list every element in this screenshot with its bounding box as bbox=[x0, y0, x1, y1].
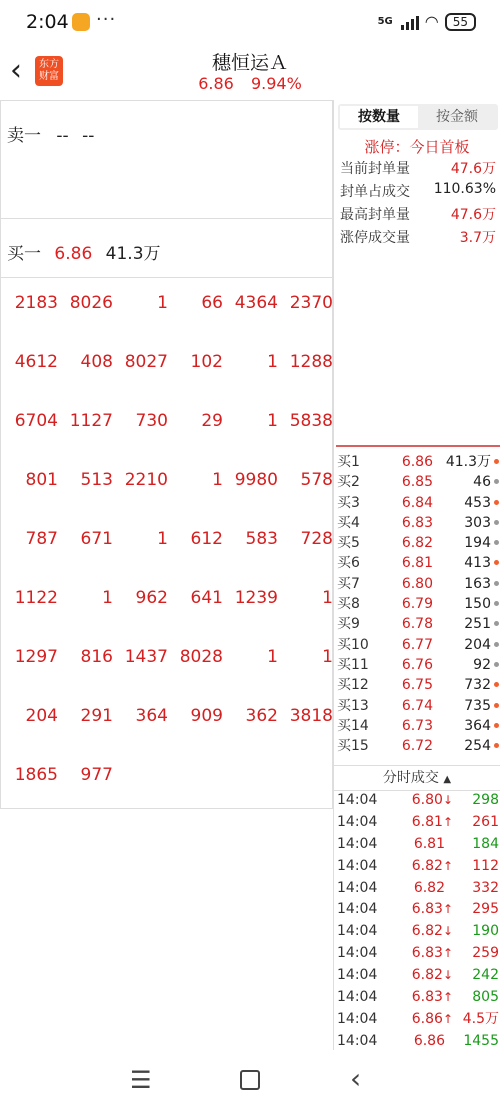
trade-row bbox=[337, 943, 499, 965]
trade-time: 14:04 bbox=[337, 1010, 378, 1027]
stock-quote bbox=[0, 74, 500, 93]
queue-order-volume: 9980 bbox=[234, 470, 278, 490]
bid-indicator-dot bbox=[494, 601, 499, 606]
queue-order-volume: 8028 bbox=[179, 647, 223, 667]
trade-price bbox=[401, 899, 453, 920]
queue-order-volume: 1 bbox=[157, 529, 168, 549]
trade-volume: 184 bbox=[472, 835, 499, 852]
trade-volume: 298 bbox=[472, 792, 499, 808]
queue-order-volume: 4612 bbox=[14, 352, 58, 372]
bid-volume: 303 bbox=[464, 514, 491, 531]
bid-level-row[interactable] bbox=[337, 452, 499, 472]
stat-row bbox=[340, 227, 496, 250]
seal-stats bbox=[340, 158, 496, 250]
arrow-down-icon: ↓ bbox=[442, 968, 453, 983]
bid-indicator-dot bbox=[494, 500, 499, 505]
wifi-icon: ◠ bbox=[424, 12, 439, 31]
queue-order-volume: 6704 bbox=[14, 411, 58, 431]
bid-label: 买12 bbox=[337, 677, 369, 694]
trade-volume: 805 bbox=[472, 989, 499, 1006]
trade-row bbox=[337, 878, 499, 900]
trade-price bbox=[401, 921, 453, 942]
bid-volume: 732 bbox=[464, 677, 491, 694]
back-arrow-icon[interactable]: ‹ bbox=[10, 53, 22, 88]
queue-order-volume: 1 bbox=[267, 352, 278, 372]
queue-order-volume: 583 bbox=[245, 529, 278, 549]
bid-volume: 194 bbox=[464, 535, 491, 552]
trade-price-value: 6.80 bbox=[411, 792, 443, 808]
bid-label: 买8 bbox=[337, 596, 360, 613]
trade-time: 14:04 bbox=[337, 835, 378, 852]
queue-order-volume: 1297 bbox=[14, 647, 58, 667]
bid-indicator-dot bbox=[494, 723, 499, 728]
queue-order-volume: 204 bbox=[25, 706, 58, 726]
arrow-up-icon: ↑ bbox=[442, 858, 453, 873]
queue-order-volume: 1865 bbox=[14, 765, 58, 785]
bid-indicator-dot bbox=[494, 540, 499, 545]
trades-header[interactable] bbox=[334, 765, 500, 791]
bid-indicator-dot bbox=[494, 682, 499, 687]
trade-volume: 1455 bbox=[463, 1032, 499, 1049]
queue-order-volume: 1239 bbox=[234, 588, 278, 608]
bid-label: 买15 bbox=[337, 738, 369, 755]
bid-label: 买13 bbox=[337, 697, 369, 714]
bid-label: 买5 bbox=[337, 535, 360, 552]
queue-order-volume: 8027 bbox=[124, 352, 168, 372]
trade-time: 14:04 bbox=[337, 901, 378, 918]
queue-order-volume: 801 bbox=[25, 470, 58, 490]
bid-volume: 204 bbox=[464, 636, 491, 653]
queue-order-volume: 671 bbox=[80, 529, 113, 549]
bid-level-row[interactable] bbox=[337, 655, 499, 675]
bid-level-row[interactable] bbox=[337, 513, 499, 533]
bid-indicator-dot bbox=[494, 520, 499, 525]
trade-row bbox=[337, 812, 499, 834]
stat-label: 涨停成交量 bbox=[340, 230, 410, 246]
bid-label: 买14 bbox=[337, 717, 369, 734]
trade-row bbox=[337, 987, 499, 1009]
queue-order-volume: 787 bbox=[25, 529, 58, 549]
limit-up-status: 涨停：今日首板 bbox=[364, 138, 470, 156]
tab-by-amount[interactable]: 按金额 bbox=[436, 109, 478, 125]
stock-price: 6.86 bbox=[198, 74, 234, 93]
trade-price bbox=[401, 856, 453, 877]
bid-volume: 251 bbox=[464, 616, 491, 633]
stat-row bbox=[340, 181, 496, 204]
sell1-price: -- bbox=[56, 126, 69, 146]
order-queue-panel bbox=[0, 100, 333, 809]
bid-price: 6.84 bbox=[401, 494, 433, 511]
queue-order-volume: 29 bbox=[201, 411, 223, 431]
queue-order-volume: 362 bbox=[245, 706, 278, 726]
stat-row bbox=[340, 158, 496, 181]
bid-levels bbox=[337, 452, 499, 756]
trade-price-value: 6.86 bbox=[411, 1010, 443, 1027]
network-type: 5G bbox=[377, 16, 393, 27]
system-nav-bar bbox=[0, 1050, 500, 1111]
queue-row bbox=[1, 291, 332, 350]
queue-order-volume: 291 bbox=[80, 706, 113, 726]
queue-order-volume: 1122 bbox=[14, 588, 58, 608]
bid-price: 6.83 bbox=[401, 514, 433, 531]
stat-label: 最高封单量 bbox=[340, 207, 410, 223]
trade-volume: 190 bbox=[472, 923, 499, 940]
trade-price bbox=[401, 1031, 453, 1052]
queue-order-volume: 66 bbox=[201, 293, 223, 313]
menu-icon[interactable]: ☰ bbox=[130, 1066, 152, 1094]
bid-price: 6.80 bbox=[401, 575, 433, 592]
trade-price bbox=[401, 943, 453, 964]
queue-order-volume: 1 bbox=[322, 588, 333, 608]
trade-row bbox=[337, 921, 499, 943]
caret-up-icon: ▲ bbox=[443, 774, 452, 785]
divider bbox=[1, 218, 332, 219]
bid-label: 买2 bbox=[337, 474, 360, 491]
bid-indicator-dot bbox=[494, 662, 499, 667]
bid-indicator-dot bbox=[494, 621, 499, 626]
stock-change: 9.94% bbox=[250, 74, 302, 93]
bid-price: 6.72 bbox=[401, 738, 433, 755]
bid-indicator-dot bbox=[494, 581, 499, 586]
trades-title: 分时成交 bbox=[382, 770, 439, 786]
queue-order-volume: 2370 bbox=[289, 293, 333, 313]
trade-row bbox=[337, 899, 499, 921]
queue-order-volume: 5838 bbox=[289, 411, 333, 431]
bid-price: 6.75 bbox=[401, 677, 433, 694]
bid-level-row[interactable] bbox=[337, 736, 499, 756]
stat-value: 3.7万 bbox=[459, 230, 496, 246]
stat-label: 当前封单量 bbox=[340, 161, 410, 177]
trade-price-value: 6.81 bbox=[411, 813, 443, 830]
trade-row bbox=[337, 856, 499, 878]
signal-icon bbox=[401, 14, 419, 30]
queue-row bbox=[1, 468, 332, 527]
arrow-down-icon: ↓ bbox=[442, 924, 453, 939]
queue-order-volume: 1288 bbox=[289, 352, 333, 372]
bid-volume: 364 bbox=[464, 717, 491, 734]
back-icon[interactable]: ‹ bbox=[350, 1062, 362, 1095]
trade-time: 14:04 bbox=[337, 879, 378, 896]
queue-order-volume: 816 bbox=[80, 647, 113, 667]
more-notifications-icon: ··· bbox=[96, 9, 117, 30]
trade-price-value: 6.83 bbox=[411, 945, 443, 962]
stat-value: 110.63% bbox=[433, 181, 496, 197]
trade-volume: 295 bbox=[472, 901, 499, 918]
trade-price-value: 6.83 bbox=[411, 989, 443, 1006]
level2-panel bbox=[333, 100, 500, 1050]
queue-order-volume: 1 bbox=[157, 293, 168, 313]
bid-level-row[interactable] bbox=[337, 493, 499, 513]
stock-header bbox=[0, 44, 500, 100]
queue-order-volume: 364 bbox=[135, 706, 168, 726]
queue-order-volume: 1 bbox=[102, 588, 113, 608]
trade-time: 14:04 bbox=[337, 945, 378, 962]
bid-level-row[interactable] bbox=[337, 472, 499, 492]
trade-price bbox=[401, 790, 453, 811]
trade-price-value: 6.82 bbox=[413, 879, 445, 896]
trade-time: 14:04 bbox=[337, 967, 378, 984]
queue-order-volume: 641 bbox=[190, 588, 223, 608]
tab-by-quantity[interactable]: 按数量 bbox=[340, 106, 418, 128]
queue-order-volume: 8026 bbox=[69, 293, 113, 313]
bid-volume: 163 bbox=[464, 575, 491, 592]
bid-level-row[interactable] bbox=[337, 675, 499, 695]
bid-indicator-dot bbox=[494, 459, 499, 464]
bid-label: 买3 bbox=[337, 494, 360, 511]
trade-price-value: 6.86 bbox=[413, 1032, 445, 1049]
bid-volume: 92 bbox=[473, 656, 491, 673]
trade-volume: 4.5万 bbox=[462, 1010, 499, 1027]
bid-price: 6.79 bbox=[401, 596, 433, 613]
bid-indicator-dot bbox=[494, 703, 499, 708]
bid-price: 6.85 bbox=[401, 474, 433, 491]
trade-price-value: 6.82 bbox=[411, 923, 443, 940]
buy1-row bbox=[7, 239, 161, 264]
bid-level-row[interactable] bbox=[337, 553, 499, 573]
bid-level-row[interactable] bbox=[337, 574, 499, 594]
queue-order-volume: 1 bbox=[322, 647, 333, 667]
buy1-price: 6.86 bbox=[54, 244, 93, 264]
stat-label: 封单占成交 bbox=[340, 184, 410, 200]
queue-row bbox=[1, 527, 332, 586]
queue-order-volume: 1437 bbox=[124, 647, 168, 667]
trade-price bbox=[401, 834, 453, 855]
bid-label: 买6 bbox=[337, 555, 360, 572]
stat-value: 47.6万 bbox=[450, 207, 496, 223]
bid-label: 买11 bbox=[337, 656, 369, 673]
stat-value: 47.6万 bbox=[450, 161, 496, 177]
queue-order-volume: 909 bbox=[190, 706, 223, 726]
queue-row bbox=[1, 763, 332, 822]
trade-time: 14:04 bbox=[337, 989, 378, 1006]
bid-volume: 150 bbox=[464, 596, 491, 613]
stock-name: 穗恒运Ａ bbox=[211, 52, 288, 74]
bid-level-row[interactable] bbox=[337, 594, 499, 614]
divider bbox=[1, 277, 332, 278]
arrow-down-icon: ↓ bbox=[442, 793, 453, 807]
trade-time: 14:04 bbox=[337, 813, 378, 830]
bid-label: 买4 bbox=[337, 514, 360, 531]
app-notification-icon bbox=[72, 13, 90, 31]
trade-time: 14:04 bbox=[337, 857, 378, 874]
bid-label: 买7 bbox=[337, 575, 360, 592]
bid-price: 6.78 bbox=[401, 616, 433, 633]
bid-level-row[interactable] bbox=[337, 716, 499, 736]
trade-price-value: 6.83 bbox=[411, 901, 443, 918]
trade-volume: 242 bbox=[472, 967, 499, 984]
arrow-up-icon: ↑ bbox=[442, 946, 453, 961]
queue-row bbox=[1, 350, 332, 409]
queue-order-volume: 730 bbox=[135, 411, 168, 431]
bid-label: 买1 bbox=[337, 454, 360, 470]
queue-order-volume: 728 bbox=[300, 529, 333, 549]
trade-row bbox=[337, 834, 499, 856]
queue-order-volume: 977 bbox=[80, 765, 113, 785]
trade-price bbox=[401, 1009, 453, 1030]
bid-price: 6.76 bbox=[401, 656, 433, 673]
queue-order-volume: 2210 bbox=[124, 470, 168, 490]
stat-row bbox=[340, 204, 496, 227]
queue-order-volume: 578 bbox=[300, 470, 333, 490]
bid-level-row[interactable] bbox=[337, 614, 499, 634]
bid-price: 6.81 bbox=[401, 555, 433, 572]
trade-volume: 332 bbox=[472, 879, 499, 896]
trade-volume: 261 bbox=[472, 813, 499, 830]
bid-indicator-dot bbox=[494, 642, 499, 647]
bid-price: 6.73 bbox=[401, 717, 433, 734]
queue-order-volume: 1 bbox=[212, 470, 223, 490]
bid-price: 6.82 bbox=[401, 535, 433, 552]
queue-row bbox=[1, 409, 332, 468]
battery-icon: 55 bbox=[445, 13, 476, 31]
status-bar bbox=[0, 0, 500, 44]
queue-order-volume: 1127 bbox=[69, 411, 113, 431]
buy-order-queue bbox=[1, 291, 332, 822]
trade-row bbox=[337, 965, 499, 987]
arrow-up-icon: ↑ bbox=[442, 1011, 453, 1026]
trade-price-value: 6.81 bbox=[413, 835, 445, 852]
bid-indicator-dot bbox=[494, 560, 499, 565]
bid-indicator-dot bbox=[494, 479, 499, 484]
trade-price bbox=[401, 812, 453, 833]
divider bbox=[336, 445, 500, 447]
bid-price: 6.77 bbox=[401, 636, 433, 653]
bid-price: 6.74 bbox=[401, 697, 433, 714]
bid-price: 6.86 bbox=[401, 454, 433, 470]
bid-volume: 254 bbox=[464, 738, 491, 755]
bid-indicator-dot bbox=[494, 743, 499, 748]
tick-trades-list bbox=[337, 790, 499, 1053]
bid-label: 买9 bbox=[337, 616, 360, 633]
trade-volume: 259 bbox=[472, 945, 499, 962]
bid-volume: 735 bbox=[464, 697, 491, 714]
trade-row bbox=[337, 1009, 499, 1031]
queue-order-volume: 2183 bbox=[14, 293, 58, 313]
bid-level-row[interactable] bbox=[337, 635, 499, 655]
bid-volume: 46 bbox=[473, 474, 491, 491]
queue-row bbox=[1, 704, 332, 763]
bid-label: 买10 bbox=[337, 636, 369, 653]
queue-order-volume: 962 bbox=[135, 588, 168, 608]
trade-volume: 112 bbox=[472, 857, 499, 874]
trade-price-value: 6.82 bbox=[411, 857, 443, 874]
bid-volume: 453 bbox=[464, 494, 491, 511]
status-icons bbox=[378, 12, 476, 31]
trade-time: 14:04 bbox=[337, 923, 378, 940]
queue-order-volume: 1 bbox=[267, 411, 278, 431]
arrow-up-icon: ↑ bbox=[442, 902, 453, 917]
buy1-volume: 41.3万 bbox=[105, 244, 161, 264]
queue-order-volume: 513 bbox=[80, 470, 113, 490]
queue-order-volume: 408 bbox=[80, 352, 113, 372]
queue-row bbox=[1, 586, 332, 645]
queue-order-volume: 102 bbox=[190, 352, 223, 372]
arrow-up-icon: ↑ bbox=[442, 990, 453, 1005]
sell1-volume: -- bbox=[82, 126, 95, 146]
queue-row bbox=[1, 645, 332, 704]
qty-amount-toggle bbox=[338, 104, 498, 130]
bid-volume: 413 bbox=[464, 555, 491, 572]
bid-level-row[interactable] bbox=[337, 696, 499, 716]
trade-price bbox=[401, 878, 453, 899]
sell1-row bbox=[7, 121, 94, 146]
buy1-label: 买一 bbox=[7, 244, 41, 264]
trade-price-value: 6.82 bbox=[411, 967, 443, 984]
bid-level-row[interactable] bbox=[337, 533, 499, 553]
trade-time: 14:04 bbox=[337, 792, 378, 808]
queue-order-volume: 4364 bbox=[234, 293, 278, 313]
trade-price bbox=[401, 987, 453, 1008]
trade-time: 14:04 bbox=[337, 1032, 378, 1049]
trade-price bbox=[401, 965, 453, 986]
sell1-label: 卖一 bbox=[7, 126, 41, 146]
arrow-up-icon: ↑ bbox=[442, 814, 453, 829]
app-logo[interactable]: 东方财富 bbox=[35, 56, 63, 86]
home-icon[interactable] bbox=[240, 1070, 260, 1090]
trade-row bbox=[337, 790, 499, 812]
queue-order-volume: 612 bbox=[190, 529, 223, 549]
bid-volume: 41.3万 bbox=[445, 454, 491, 470]
status-time: 2:04 bbox=[26, 11, 69, 33]
queue-order-volume: 1 bbox=[267, 647, 278, 667]
queue-order-volume: 3818 bbox=[289, 706, 333, 726]
